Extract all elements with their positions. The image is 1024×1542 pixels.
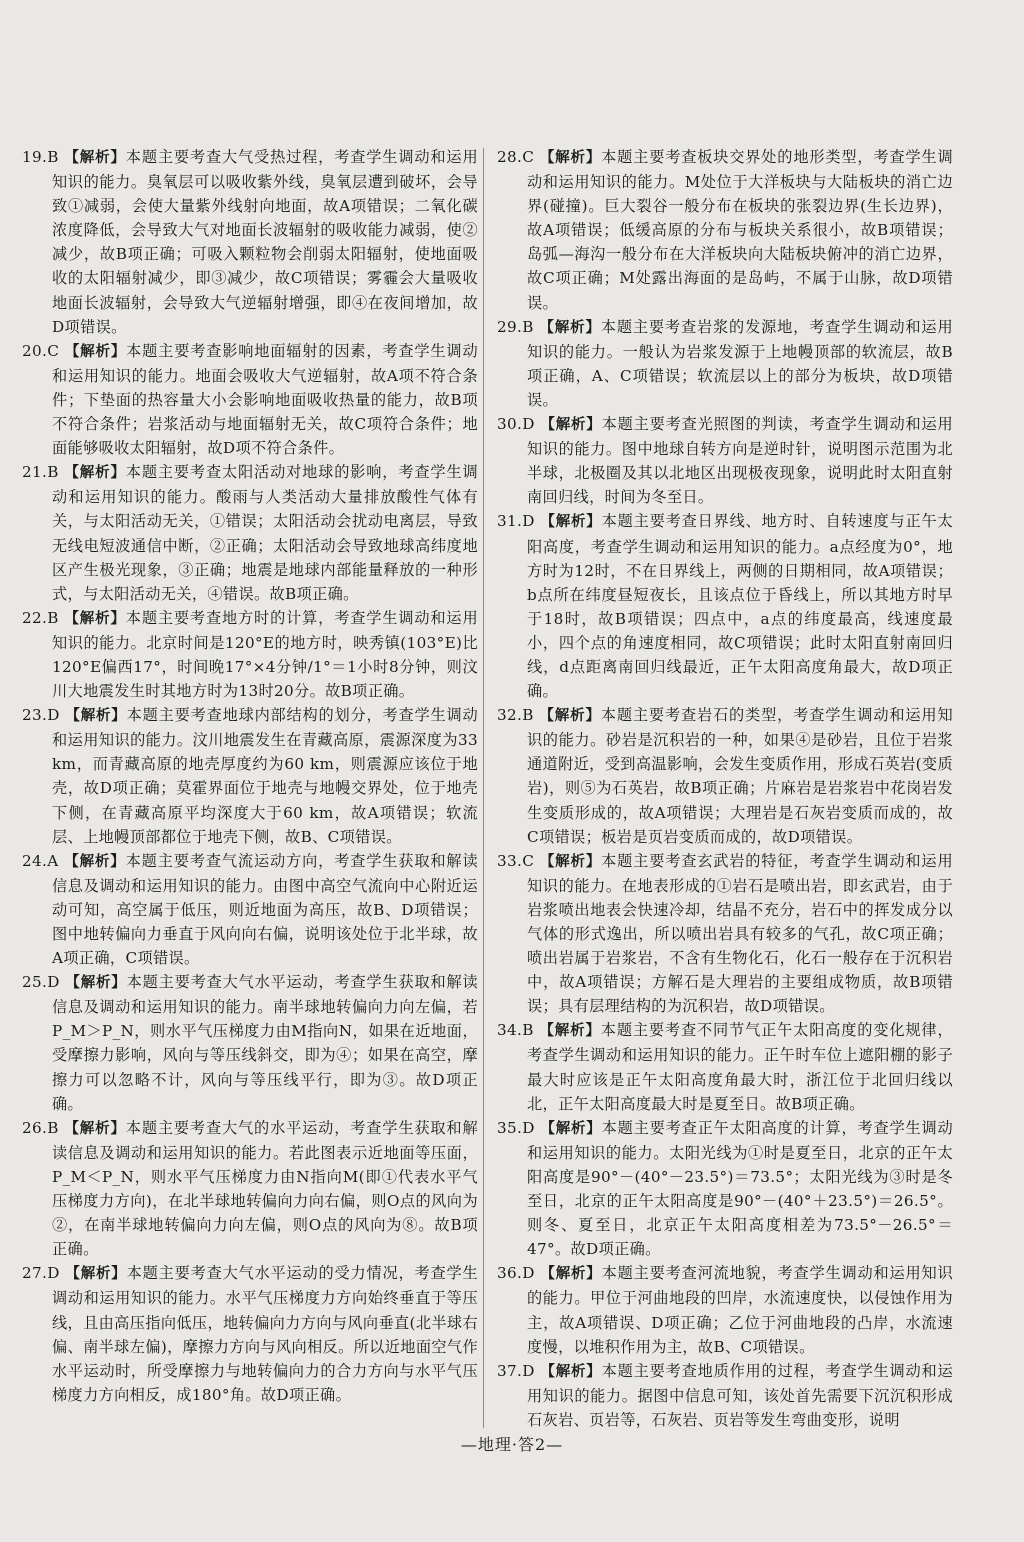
- answer-item: [22, 145, 478, 339]
- explanation-text: 本题主要考查大气受热过程，考查学生调动和运用知识的能力。臭氧层可以吸收紫外线，臭氧层遭到破坏，会导致①减弱，会使大量紫外线射向地面，故A项错误；二氧化碳浓度降低，会导致大气对地面长波辐射的吸收能力减弱，使②减少，故B项正确；可吸入颗粒物会削弱太阳辐射，使地面吸收的太阳辐射减少，即③减少，故C项错误；雾霾会大量吸收地面长波辐射，会导致大气逆辐射增强，即④在夜间增加，故D项错误。: [52, 148, 478, 336]
- answer-item: [497, 315, 953, 412]
- question-number: 34.: [497, 1021, 523, 1040]
- question-number: 29.: [497, 317, 523, 336]
- answer-item: [22, 1261, 478, 1407]
- answer-item: [497, 703, 953, 849]
- question-number: 24.: [22, 851, 48, 870]
- question-number: 36.: [497, 1264, 523, 1283]
- analysis-tag: 【解析】: [539, 319, 601, 336]
- answer-item: [22, 606, 478, 703]
- analysis-tag: 【解析】: [64, 610, 126, 627]
- explanation-text: 本题主要考查大气水平运动，考查学生获取和解读信息及调动和运用知识的能力。南半球地转偏向力向左偏，若P_M＞P_N，则水平气压梯度力由M指向N，如果在近地面，受摩擦力影响，风向与等压线斜交，即为④；如果在高空，摩擦力可以忽略不计，风向与等压线平行，即为③。故D项正确。: [52, 973, 479, 1113]
- analysis-tag: 【解析】: [539, 853, 602, 870]
- explanation-text: 本题主要考查地球内部结构的划分，考查学生调动和运用知识的能力。汶川地震发生在青藏高原，震源深度为33 km，而青藏高原的地壳厚度约为60 km，则震源应该位于地壳，故D项正确；莫霍界面位于地壳与地幔交界处，位于地壳下侧，在青藏高原平均深度大于60 km，故A项错误；软流层、上地幔顶部都位于地壳下侧，故B、C项错误。: [52, 706, 479, 846]
- answer-item: [497, 145, 953, 315]
- explanation-text: 本题主要考查大气水平运动的受力情况，考查学生调动和运用知识的能力。水平气压梯度力方向始终垂直于等压线，且由高压指向低压，地转偏向力方向与风向垂直(北半球右偏、南半球左偏)，摩擦力方向与风向相反。所以近地面空气作水平运动时，所受摩擦力与地转偏向力的合力方向与水平气压梯度力方向相反，成180°角。故D项正确。: [52, 1264, 479, 1404]
- question-number: 31.: [497, 512, 523, 531]
- answer-item: [497, 1359, 953, 1432]
- answer-item: [497, 1116, 953, 1262]
- explanation-text: 本题主要考查玄武岩的特征，考查学生调动和运用知识的能力。在地表形成的①岩石是喷出岩，即玄武岩，由于岩浆喷出地表会快速冷却，结晶不充分，岩石中的挥发成分以气体的形式逸出，所以喷出岩具有较多的气孔，故C项正确；喷出岩属于岩浆岩，不含有生物化石，化石一般存在于沉积岩中，故A项错误；方解石是大理岩的主要组成物质，故B项错误；具有层理结构的为沉积岩，故D项错误。: [527, 851, 953, 1016]
- analysis-tag: 【解析】: [540, 1363, 602, 1380]
- explanation-text: 本题主要考查光照图的判读，考查学生调动和运用知识的能力。图中地球自转方向是逆时针，说明图示范围为北半球，北极圈及其以北地区出现极夜现象，说明此时太阳直射南回归线，时间为冬至日。: [527, 415, 954, 507]
- answer-item: [497, 509, 953, 703]
- left-column: [22, 145, 478, 1407]
- analysis-tag: 【解析】: [540, 1120, 602, 1137]
- explanation-text: 本题主要考查大气的水平运动，考查学生获取和解读信息及调动和运用知识的能力。若此图表示近地面等压面，P_M＜P_N，则水平气压梯度力由N指向M(即①代表水平气压梯度力方向)，在北半球地转偏向力向右偏，则O点的风向为②，在南半球地转偏向力向左偏，则O点的风向为⑧。故B项正确。: [52, 1118, 478, 1259]
- explanation-text: 本题主要考查不同节气正午太阳高度的变化规律，考查学生调动和运用知识的能力。正午时车位上遮阳棚的影子最大时应该是正午太阳高度角最大时，浙江位于北回归线以北，正午太阳高度最大时是夏至日。故B项正确。: [527, 1021, 953, 1113]
- answer-item: [22, 849, 478, 970]
- explanation-text: 本题主要考查板块交界处的地形类型，考查学生调动和运用知识的能力。M处位于大洋板块与大陆板块的消亡边界(碰撞)。巨大裂谷一般分布在板块的张裂边界(生长边界)，故A项错误；低缓高原的分布与板块关系很小，故B项错误；岛弧—海沟一般分布在大洋板块向大陆板块俯冲的消亡边界，故C项正确；M处露出海面的是岛屿，不属于山脉，故D项错误。: [527, 148, 953, 312]
- question-number: 21.: [22, 463, 48, 482]
- answer-letter: D: [522, 1118, 541, 1137]
- explanation-text: 本题主要考查岩石的类型，考查学生调动和运用知识的能力。砂岩是沉积岩的一种，如果④是砂岩，且位于岩浆通道附近，受到高温影响，会发生变质作用，形成石英岩(变质岩)，则⑤为石英岩，故B项正确；片麻岩是岩浆岩中花岗岩发生变质形成的，故A项错误；大理岩是石灰岩变质而成的，故C项错误；板岩是页岩变质而成的，故D项错误。: [527, 706, 953, 846]
- answer-letter: C: [522, 851, 540, 870]
- question-number: 26.: [22, 1118, 48, 1137]
- question-number: 30.: [497, 415, 523, 434]
- question-number: 33.: [497, 851, 523, 870]
- explanation-text: 本题主要考查河流地貌，考查学生调动和运用知识的能力。甲位于河曲地段的凹岸，水流速度快，以侵蚀作用为主，故A项错误、D项正确；乙位于河曲地段的凸岸，水流速度慢，以堆积作用为主，故B、C项错误。: [527, 1264, 954, 1356]
- answer-letter: D: [522, 512, 541, 531]
- analysis-tag: 【解析】: [64, 853, 126, 870]
- analysis-tag: 【解析】: [64, 150, 126, 166]
- question-number: 20.: [22, 341, 48, 360]
- analysis-tag: 【解析】: [539, 708, 601, 725]
- answer-letter: B: [47, 608, 65, 627]
- answer-letter: B: [522, 317, 540, 336]
- analysis-tag: 【解析】: [65, 1266, 127, 1283]
- answer-item: [497, 1018, 953, 1115]
- answer-letter: D: [47, 1264, 66, 1283]
- answer-letter: B: [522, 706, 540, 725]
- analysis-tag: 【解析】: [65, 708, 127, 725]
- answer-item: [22, 703, 478, 849]
- analysis-tag: 【解析】: [540, 1266, 602, 1283]
- analysis-tag: 【解析】: [540, 514, 602, 531]
- answer-letter: C: [522, 148, 540, 166]
- answer-item: [22, 1116, 478, 1262]
- analysis-tag: 【解析】: [64, 1120, 126, 1137]
- answer-letter: D: [522, 1361, 541, 1380]
- explanation-text: 本题主要考查日界线、地方时、自转速度与正午太阳高度，考查学生调动和运用知识的能力。a点经度为0°，地方时为12时，不在日界线上，两侧的日期相同，故A项错误；b点所在纬度昼短夜长，且该点位于昏线上，所以其地方时早于18时，故B项错误；四点中，a点的纬度最高，线速度最小，四个点的角速度相同，故C项错误；此时太阳直射南回归线，d点距离南回归线最近，正午太阳高度角最大，故D项正确。: [527, 512, 954, 701]
- analysis-tag: 【解析】: [539, 1023, 601, 1040]
- question-number: 25.: [22, 973, 48, 992]
- right-column: [497, 145, 953, 1432]
- question-number: 28.: [497, 148, 523, 166]
- answer-letter: D: [522, 1264, 541, 1283]
- analysis-tag: 【解析】: [64, 343, 127, 360]
- question-number: 37.: [497, 1361, 523, 1380]
- explanation-text: 本题主要考查影响地面辐射的因素，考查学生调动和运用知识的能力。地面会吸收大气逆辐射，故A项不符合条件；下垫面的热容量大小会影响地面吸收热量的能力，故B项不符合条件；岩浆活动与地面辐射无关，故C项符合条件；地面能够吸收太阳辐射，故D项不符合条件。: [52, 341, 478, 458]
- answer-letter: D: [47, 973, 66, 992]
- answer-item: [22, 460, 478, 606]
- answer-letter: D: [47, 706, 66, 725]
- explanation-text: 本题主要考查岩浆的发源地，考查学生调动和运用知识的能力。一般认为岩浆发源于上地幔顶部的软流层，故B项正确，A、C项错误；软流层以上的部分为板块，故D项错误。: [527, 317, 953, 409]
- answer-item: [497, 849, 953, 1019]
- answer-letter: C: [47, 341, 65, 360]
- answer-item: [497, 412, 953, 509]
- question-number: 23.: [22, 706, 48, 725]
- answer-item: [22, 339, 478, 460]
- explanation-text: 本题主要考查地方时的计算，考查学生调动和运用知识的能力。北京时间是120°E的地方时，映秀镇(103°E)比120°E偏西17°，时间晚17°×4分钟/1°＝1小时8分钟，则汶川大地震发生时其地方时为13时20分。故B项正确。: [52, 608, 478, 701]
- analysis-tag: 【解析】: [539, 150, 602, 166]
- answer-letter: A: [47, 851, 65, 870]
- explanation-text: 本题主要考查地质作用的过程，考查学生调动和运用知识的能力。据图中信息可知，该处首先需要下沉沉积形成石灰岩、页岩等，石灰岩、页岩等发生弯曲变形，说明: [527, 1361, 954, 1429]
- analysis-tag: 【解析】: [64, 465, 126, 482]
- answer-letter: D: [522, 415, 541, 434]
- explanation-text: 本题主要考查气流运动方向，考查学生获取和解读信息及调动和运用知识的能力。由图中高空气流向中心附近运动可知，高空属于低压，则近地面为高压，故B、D项错误；图中地转偏向力垂直于风向向右偏，说明该处位于北半球，故A项正确，C项错误。: [52, 851, 479, 968]
- question-number: 27.: [22, 1264, 48, 1283]
- page-footer: —地理·答2—: [460, 1435, 564, 1454]
- explanation-text: 本题主要考查太阳活动对地球的影响，考查学生调动和运用知识的能力。酸雨与人类活动大量排放酸性气体有关，与太阳活动无关，①错误；太阳活动会扰动电离层，导致无线电短波通信中断，②正确；太阳活动会导致地球高纬度地区产生极光现象，③正确；地震是地球内部能量释放的一种形式，与太阳活动无关，④错误。故B项正确。: [52, 463, 478, 603]
- column-divider: [483, 148, 484, 1428]
- question-number: 22.: [22, 608, 48, 627]
- analysis-tag: 【解析】: [65, 975, 127, 992]
- answer-item: [22, 970, 478, 1116]
- answer-letter: B: [522, 1021, 540, 1040]
- answer-item: [497, 1261, 953, 1358]
- analysis-tag: 【解析】: [540, 417, 602, 434]
- answer-letter: B: [47, 463, 65, 482]
- answer-letter: B: [47, 148, 65, 166]
- question-number: 19.: [22, 148, 48, 166]
- question-number: 32.: [497, 706, 523, 725]
- explanation-text: 本题主要考查正午太阳高度的计算，考查学生调动和运用知识的能力。太阳光线为①时是夏至日，北京的正午太阳高度是90°－(40°－23.5°)＝73.5°；太阳光线为③时是冬至日，北京的正午太阳高度是90°－(40°＋23.5°)＝26.5°。则冬、夏至日，北京正午太阳高度相差为73.5°－26.5°＝47°。故D项正确。: [527, 1118, 954, 1259]
- question-number: 35.: [497, 1118, 523, 1137]
- answer-letter: B: [47, 1118, 65, 1137]
